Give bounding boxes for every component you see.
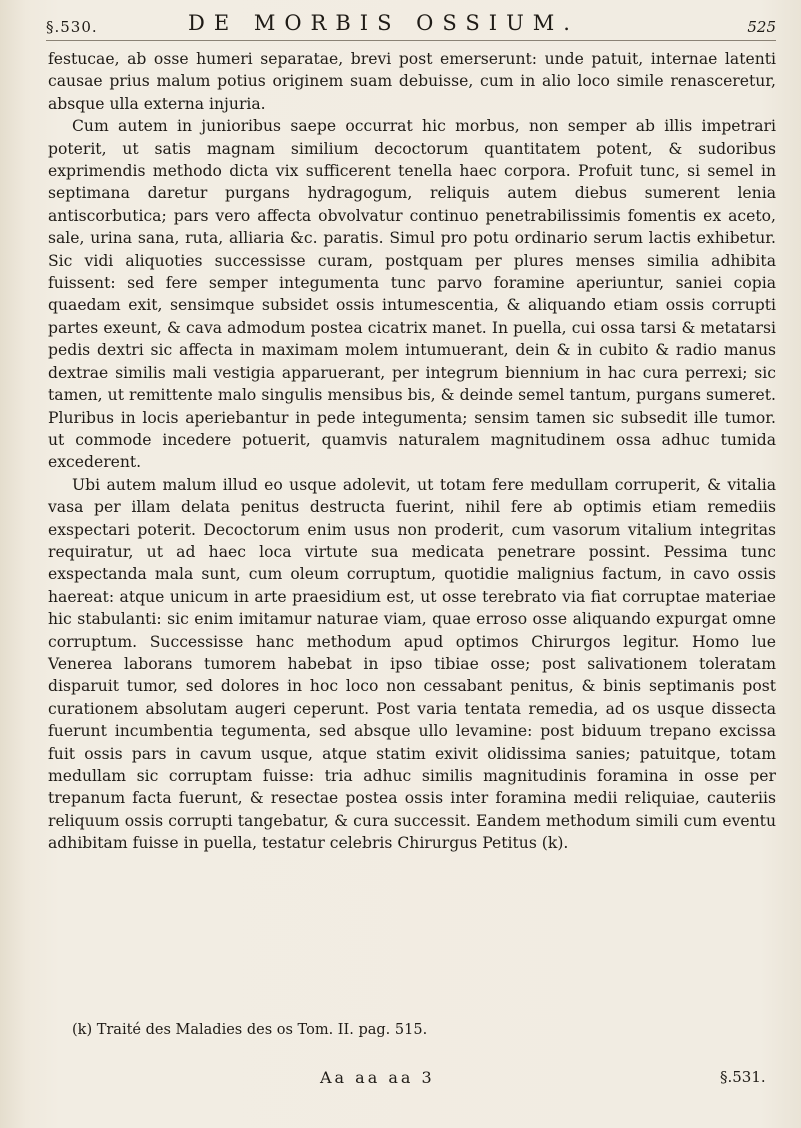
running-header: [46, 10, 776, 41]
paragraph: Ubi autem malum illud eo usque adolevit, ut totam fere medullam corruperit, & vitalia vasa per illam delata penitus destructa fuerint, nihil fere ab optimis etiam remediis exspectari poterit. Decoctorum enim usus non proderit, cum vasorum vitalium integritas requiratur, ut ad haec loca virtute sua medicata penetrare possint. Pessima tunc exspectanda mala sunt, cum oleum corruptum, quotidie malignius factum, in cavo ossis haereat: atque unicum in arte praesidium est, ut osse terebrato via fiat corruptae materiae hic stabulanti: sic enim imitamur naturae viam, quae erroso osse aliquando expurgat omne corruptum. Successisse hanc methodum apud optimos Chirurgos legitur. Homo lue Venerea laborans tumorem habebat in ipso tibiae osse; post salivationem toleratam disparuit tumor, sed dolores in hoc loco non cessabant penitus, & binis septimanis post curationem absolutam augeri ceperunt. Post varia tentata remedia, ad os usque dissecta fuerunt incumbentia tegumenta, sed absque ullo levamine: post biduum trepano excissa fuit ossis pars in cavum usque, atque statim exivit olidissima sanies; patuitque, totam medullam sic corruptam fuisse: tria adhuc similis magnitudinis foramina in osse per trepanum facta fuerunt, & resectae postea ossis inter foramina medii reliquiae, cauteriis reliquum ossis corrupti tangebatur, & cura successit. Eandem methodum simili cum eventu adhibitam fuisse in puella, testatur celebris Chirurgus Petitus (k).: [48, 475, 776, 853]
catchword: §.531.: [720, 1068, 766, 1086]
footnote: (k) Traité des Maladies des os Tom. II. pag. 515.: [72, 1022, 428, 1038]
page-number: 525: [747, 18, 776, 36]
main-text: [48, 48, 776, 855]
paragraph: festucae, ab osse humeri separatae, brevi post emerserunt: unde patuit, internae latenti causae prius malum potius originem suam debuisse, cum in alio loco simile renasceretur, absque ulla externa injuria.: [48, 50, 776, 113]
signature-mark: Aa aa aa 3: [320, 1068, 435, 1087]
section-number: §.530.: [46, 18, 98, 36]
paragraph: Cum autem in junioribus saepe occurrat hic morbus, non semper ab illis impetrari poterit, ut satis magnam similium decoctorum quantitatem potent, & sudoribus exprimendis methodo dicta vix sufficerent tenella haec corpora. Profuit tunc, si semel in septimana daretur purgans hydragogum, reliquis autem diebus sumerent lenia antiscorbutica; pars vero affecta obvolvatur continuo penetrabilissimis fomentis ex aceto, sale, urina sana, ruta, alliaria &c. paratis. Simul pro potu ordinario serum lactis exhibetur. Sic vidi aliquoties successisse curam, postquam per plures menses similia adhibita fuissent: sed fere semper integumenta tunc parvo foramine aperiuntur, saniei copia quaedam exit, sensimque subsidet ossis intumescentia, & aliquando etiam ossis corrupti partes exeunt, & cava admodum postea cicatrix manet. In puella, cui ossa tarsi & metatarsi pedis dextri sic affecta in maximam molem intumuerant, dein & in cubito & radio manus dextrae similis mali vestigia apparuerant, per integrum biennium in hac cura perrexi; sic tamen, ut remittente malo singulis mensibus bis, & deinde semel tantum, purgans sumeret. Pluribus in locis aperiebantur in pede integumenta; sensim tamen sic subsedit ille tumor. ut commode incedere potuerit, quamvis naturalem magnitudinem ossa adhuc tumida excederent.: [48, 117, 776, 472]
page-title: DE MORBIS OSSIUM.: [188, 11, 579, 35]
